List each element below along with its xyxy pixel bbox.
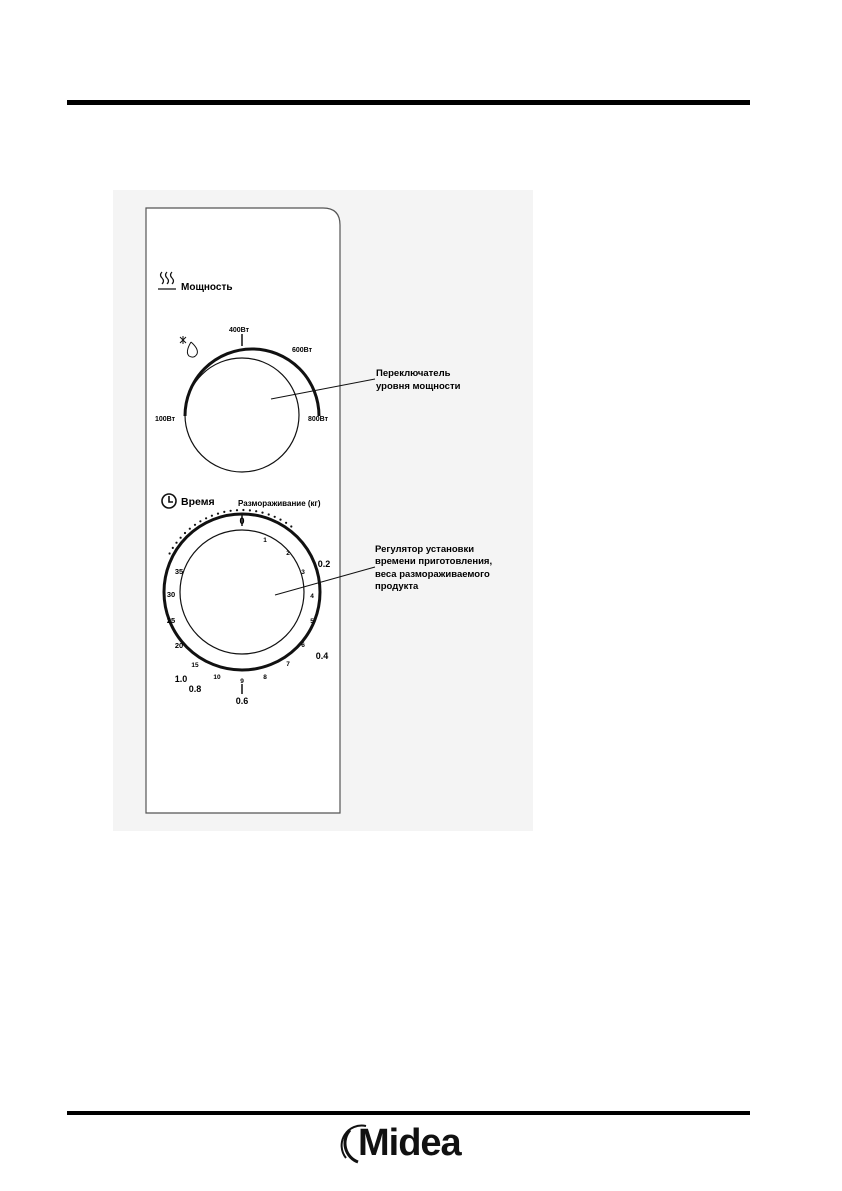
power-label-400: 400Вт (229, 327, 250, 334)
defrost-dot (268, 513, 270, 515)
minute-label-5: 5 (310, 618, 314, 625)
weight-label-0.2: 0.2 (317, 559, 331, 569)
minute-label-6: 6 (301, 642, 305, 649)
weight-label-0.4: 0.4 (315, 651, 329, 661)
defrost-dot (242, 509, 244, 511)
minute-label-8: 8 (263, 674, 267, 681)
minute-label-15: 15 (191, 662, 199, 669)
defrost-dot (180, 537, 182, 539)
timer-callout: Регулятор установки времени приготовления, веса размораживаемого продукта (375, 544, 493, 592)
defrost-dot (175, 542, 177, 544)
power-label-800: 800Вт (308, 416, 329, 423)
defrost-dot (217, 513, 219, 515)
weight-label-0.6: 0.6 (235, 696, 249, 706)
minute-label-3: 3 (301, 569, 305, 576)
minute-label-10: 10 (213, 674, 221, 681)
minute-label-20: 20 (174, 641, 184, 650)
minute-label-35: 35 (174, 567, 184, 576)
weight-label-1.0: 1.0 (174, 674, 188, 684)
defrost-dot (279, 519, 281, 521)
power-title: Мощность (181, 282, 233, 293)
minute-label-4: 4 (310, 593, 314, 600)
defrost-dot (169, 552, 171, 554)
defrost-dot (194, 524, 196, 526)
timer-title: Время (181, 496, 215, 508)
defrost-dot (261, 512, 263, 514)
defrost-dot (205, 517, 207, 519)
defrost-dot (290, 525, 292, 527)
defrost-dot (189, 528, 191, 530)
defrost-dot (223, 511, 225, 513)
power-callout: Переключатель уровня мощности (376, 368, 461, 392)
brand-logo: Midea (358, 1122, 461, 1164)
bottom-rule (67, 1111, 750, 1115)
power-label-100: 100Вт (155, 416, 176, 423)
defrost-dot (211, 515, 213, 517)
minute-label-1: 1 (263, 537, 267, 544)
minute-label-7: 7 (286, 661, 290, 668)
defrost-dot (184, 532, 186, 534)
control-panel-figure (113, 190, 533, 831)
defrost-dot (285, 522, 287, 524)
defrost-dot (230, 510, 232, 512)
defrost-dot (255, 510, 257, 512)
control-panel-diagram (113, 190, 533, 831)
defrost-dot (274, 516, 276, 518)
minute-label-25: 25 (166, 616, 176, 625)
weight-label-0.8: 0.8 (188, 684, 202, 694)
minute-label-2: 2 (286, 550, 290, 557)
top-rule (67, 100, 750, 105)
power-label-600: 600Вт (292, 347, 313, 354)
defrost-dot (172, 547, 174, 549)
minute-label-9: 9 (240, 678, 244, 685)
defrost-dot (249, 509, 251, 511)
defrost-heading: Размораживание (кг) (238, 499, 321, 508)
minute-label-30: 30 (166, 590, 176, 599)
defrost-dot (199, 520, 201, 522)
defrost-dot (236, 509, 238, 511)
minute-label-0: 0 (239, 516, 245, 526)
